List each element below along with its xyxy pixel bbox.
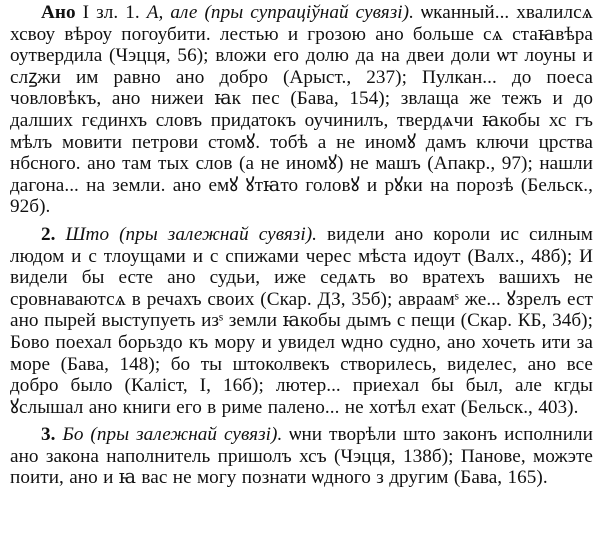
sense-3-citations: ѡни творѣли што законъ исполнили ано закона наполнитель пришолъ хсъ (Чэцця, 138б); Панове, можэте поити, ано и ꙗ вас не могу познати ѡдного з другим (Бава, 165). [10,424,593,489]
sense-1-gloss: А, але (пры супрацiўнай сувязі). [146,2,414,23]
sense-2-number: 2. [41,223,56,245]
sense-1-text [10,2,593,218]
sense-3-number: 3. [41,424,56,446]
sense-3-text [10,424,593,489]
meaning-label: I зл. 1. [82,2,140,23]
sense-2-paragraph [10,224,593,418]
sense-3-gloss: Бо (пры залежнай сувязі). [62,424,283,446]
sense-3-paragraph [10,424,593,489]
sense-2-citations: видели ано короли ис силным людом и с тлоущами и с спижами черес мѣста идоут (Валх., 48б); И видели бы есте ано судьи, иже седѧть во вратехъ вашихъ не сровнаваютсѧ в речахъ своих (Скар. ДЗ, 35б); авраамˢ же... ꙋзрелъ ест ано пырей выступуеть изˢ земли ꙗкобы дымъ с пещи (Скар. КБ, 34б); Бово поехал борьздо къ мору и увидел ѡдно судно, ано хочеть ити за море (Бава, 148); бо ты штоколвекъ створилесь, виделес, ано все добро было (Каліст, I, 16б); лютер... приехал бы был, але кгды ꙋслышал ано книги его в риме палено... не хотѣл ехат (Бельск., 403). [10,223,593,418]
sense-2-gloss: Што (пры залежнай сувязі). [65,223,317,245]
sense-2-text [10,224,593,418]
headword: Ано [41,2,76,23]
sense-1-citations: ѡканный... хвалилсѧ хсвоу вѣроу погоубити. лестью и грозою ано больше сѧ стаꙗвѣра оутвердила (Чэцця, 56); вложи его долю да на двеи доли ѡт лоуны и слꙁжи им равно ано добро (Арыст., 237); Пулкан... до поеса човловѣкъ, ано нижеи ꙗк пес (Бава, 154); звлаща же тежъ и до далших гєдинхъ словъ придатокъ оучинилъ, твердѧчи ꙗкобы хс гъ мѣлъ мовити петрови стомꙋ. тобѣ а не иномꙋ дамъ ключи црства нбсного. ано там тых слов (а не иномꙋ) не машъ (Апакр., 97); нашли дагона... на земли. ано емꙋ ꙋтꙗто головꙋ и рꙋки на порозѣ (Бельск., 92б). [10,2,594,218]
sense-1-paragraph [10,2,593,218]
